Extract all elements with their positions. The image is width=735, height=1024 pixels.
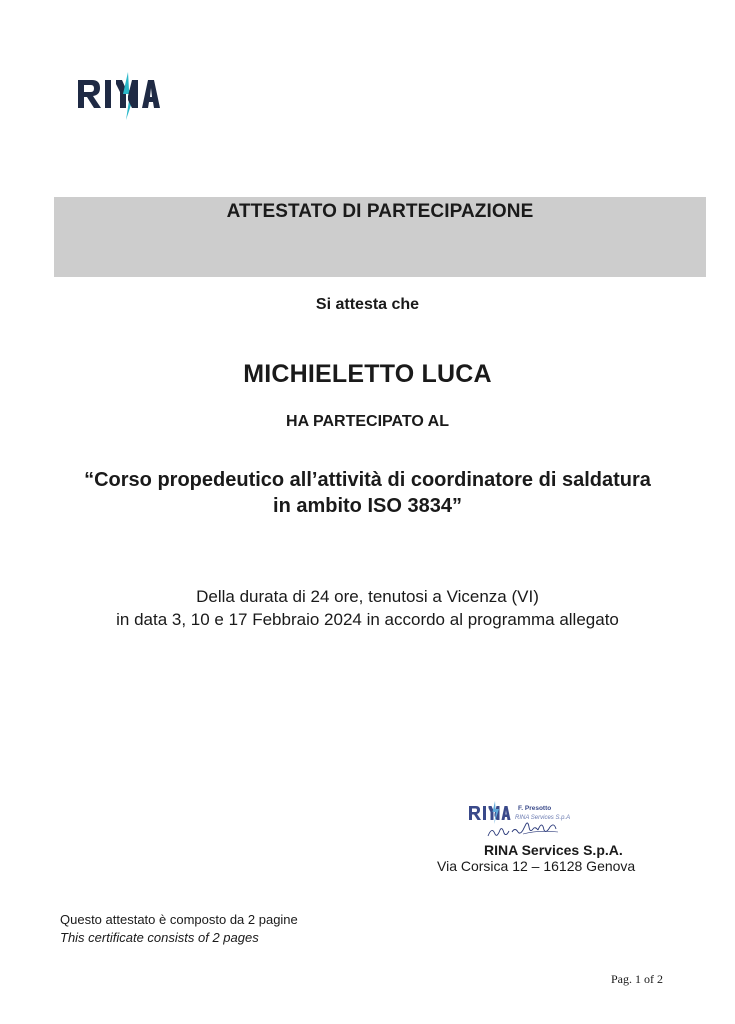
title-band (54, 197, 706, 277)
course-details-line: in data 3, 10 e 17 Febbraio 2024 in accordo al programma allegato (116, 610, 619, 629)
intro-text: Si attesta che (315, 296, 420, 313)
svg-text:RINA Services S.p.A: RINA Services S.p.A (515, 815, 571, 821)
page-count-note-it: Questo attestato è composto da 2 pagine (60, 912, 298, 927)
participant-name: MICHIELETTO LUCA (243, 360, 492, 388)
company-address: Via Corsica 12 – 16128 Genova (437, 858, 636, 874)
course-title (0, 467, 735, 519)
course-details-line: Della durata di 24 ore, tenutosi a Vicenza (VI) (196, 587, 539, 606)
course-details (0, 585, 735, 631)
course-title-line: “Corso propedeutico all’attività di coordinatore di saldatura (84, 469, 651, 491)
company-name: RINA Services S.p.A. (484, 842, 623, 858)
rina-logo (76, 72, 160, 124)
page-count-note-en: This certificate consists of 2 pages (60, 930, 259, 945)
course-title-line: in ambito ISO 3834” (273, 495, 462, 517)
page-number: Pag. 1 of 2 (611, 972, 663, 986)
signature-stamp (468, 800, 588, 842)
certificate-title: ATTESTATO DI PARTECIPAZIONE (226, 201, 534, 222)
participated-text: HA PARTECIPATO AL (286, 413, 449, 430)
svg-text:F. Presotto: F. Presotto (518, 805, 552, 812)
